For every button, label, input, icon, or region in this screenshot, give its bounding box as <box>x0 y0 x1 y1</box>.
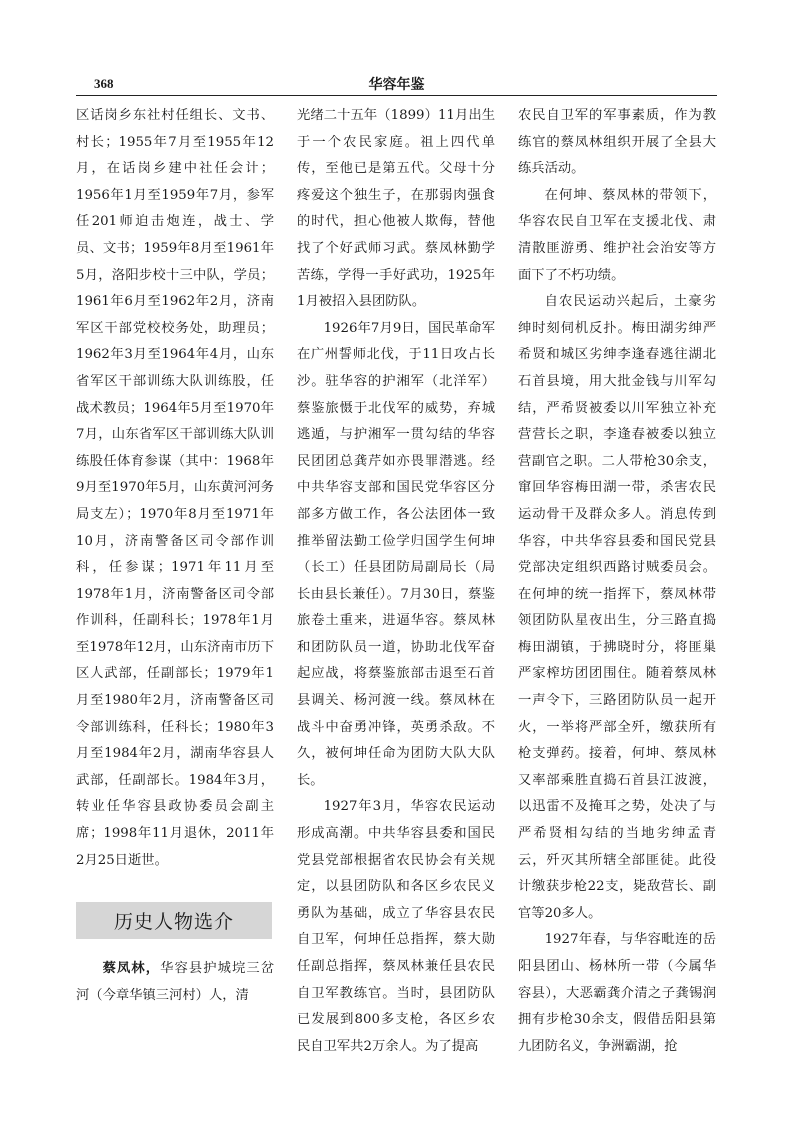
col2-paragraph-3: 1927年3月，华容农民运动形成高潮。中共华容县委和国民党县党部根据省农民协会有关规定，以县团防队和各区乡农民义勇队为基础，成立了华容县农民自卫军，何坤任总指挥，蔡大勋任副总指挥，蔡凤林兼任县农民自卫军教练官。当时，县团防队已发展到800多支枪，各区乡农民自卫军共2万余人。为了提高 <box>297 799 495 1054</box>
running-title: 华容年鉴 <box>368 77 425 93</box>
column-1-bottom <box>76 956 274 1009</box>
col3-paragraph-3: 自农民运动兴起后，土豪劣绅时刻伺机反扑。梅田湖劣绅严希贤和城区劣绅李逢春逃往湖北石首县境，用大批金钱与川军勾结，严希贤被委以川军独立补充营营长之职，李逢春被委以独立营副官之职。二人带枪30余支，窜回华容梅田湖一带，杀害农民运动骨干及群众多人。消息传到华容，中共华容县委和国民党县党部决定组织西路讨贼委员会。在何坤的统一指挥下，蔡凤林带领团防队星夜出生，分三路直捣梅田湖镇，于拂晓时分，将匪巢严家榨坊团团围住。随着蔡凤林一声令下，三路团防队员一起开火，一举将严部全歼，缴获所有枪支弹药。接着，何坤、蔡凤林又率部乘胜直捣石首县江波渡，以迅雷不及掩耳之势，处决了与严希贤相勾结的当地劣绅孟青云，歼灭其所辖全部匪徒。此役计缴获步枪22支，毙敌营长、副官等20多人。 <box>518 294 716 921</box>
col1-paragraph-1: 区话岗乡东社村任组长、文书、村长；1955年7月至1955年12月，在话岗乡建中社任会计；1956年1月至1959年7月，参军任201师迫击炮连，战士、学员、文书；1959年8月至1961年5月，洛阳步校十三中队，学员；1961年6月至1962年2月，济南军区干部党校校务处，助理员；1962年3月至1964年4月，山东省军区干部训练大队训练股，任战术教员；1964年5月至1970年7月，山东省军区干部训练大队训练股任体育参谋（其中：1968年9月至1970年5月，山东黄河河务局支左）；1970年8月至1971年10月，济南警备区司令部作训科，任参谋；1971年11月至1978年1月，济南警备区司令部作训科，任副科长；1978年1月至1978年12月，山东济南市历下区人武部，任副部长；1979年1月至1980年2月，济南警备区司令部训练科，任科长；1980年3月至1984年2月，湖南华容县人武部，任副部长。1984年3月，转业任华容县政协委员会副主席；1998年11月退休，2011年2月25日逝世。 <box>76 108 274 868</box>
section-heading-box <box>76 902 272 939</box>
column-3 <box>518 103 716 1060</box>
col2-paragraph-1: 光绪二十五年（1899）11月出生于一个农民家庭。祖上四代单传，至他已是第五代。父母十分疼爱这个独生子，在那弱肉强食的时代，担心他被人欺侮，替他找了个好武师习武。蔡凤林勤学苦练，学得一手好武功，1925年1月被招入县团防队。 <box>297 108 495 310</box>
column-2 <box>297 103 495 1060</box>
page-header <box>76 0 717 100</box>
person-name: 蔡凤林， <box>102 961 161 976</box>
page-number: 368 <box>94 76 114 91</box>
col1-paragraph-2-text: 华容县护城垸三岔河（今章华镇三河村）人，清 <box>76 961 275 1003</box>
col2-paragraph-2: 1926年7月9日，国民革命军在广州誓师北伐，于11日攻占长沙。驻华容的护湘军（北洋军）蔡鉴旅慑于北伐军的威势，弃城逃遁，与护湘军一贯勾结的华容民团团总龚芹如亦畏罪潜逃。经中共华容支部和国民党华容区分部多方做工作，各公法团体一致推举留法勤工俭学归国学生何坤（长工）任县团防局副局长（局长由县长兼任）。7月30日，蔡鉴旅卷土重来，进逼华容。蔡凤林和团防队员一道，协助北伐军奋起应战，将蔡鉴旅部击退至石首县调关、杨河渡一线。蔡凤林在战斗中奋勇冲锋，英勇杀敌。不久，被何坤任命为团防大队大队长。 <box>297 320 495 788</box>
col3-paragraph-4: 1927年春，与华容毗连的岳阳县团山、杨林所一带（今属华容县），大恶霸龚介清之子龚锡润拥有步枪30余支，假借岳阳县第九团防名义，争洲霸湖，抢 <box>518 932 716 1054</box>
header-rule <box>76 95 717 96</box>
col3-paragraph-2: 在何坤、蔡凤林的带领下，华容农民自卫军在支援北伐、肃清散匪游勇、维护社会治安等方面下了不朽功绩。 <box>518 187 716 283</box>
col3-paragraph-1: 农民自卫军的军事素质，作为教练官的蔡凤林组织开展了全县大练兵活动。 <box>518 108 716 177</box>
column-1 <box>76 103 274 874</box>
col1-paragraph-2 <box>76 956 274 1009</box>
section-title: 历史人物选介 <box>113 911 234 933</box>
